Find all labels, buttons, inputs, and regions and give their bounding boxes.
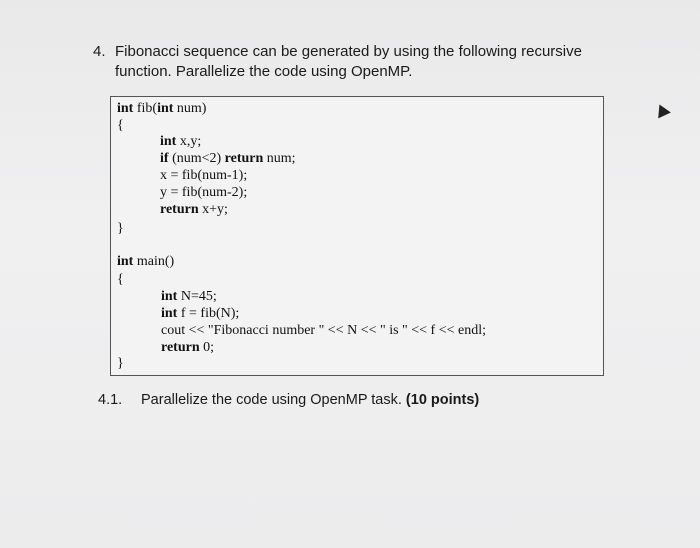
code-line-return-zero: return 0;	[161, 340, 215, 355]
code-line-declare-xy: int x,y;	[160, 134, 202, 149]
code-line-cout: cout << "Fibonacci number " << N << " is " << f << endl;	[161, 323, 486, 338]
code-block	[110, 96, 604, 376]
question-line-1: Fibonacci sequence can be generated by using the following recursive	[115, 43, 582, 60]
code-brace-open-main: {	[117, 272, 124, 287]
code-brace-close-fib: }	[117, 221, 124, 236]
code-line-if-return: if (num<2) return num;	[160, 151, 296, 166]
code-line-call-fib: int f = fib(N);	[161, 306, 240, 321]
code-line-return-sum: return x+y;	[160, 202, 228, 217]
code-line-declare-n: int N=45;	[161, 289, 217, 304]
code-line-y-assign: y = fib(num-2);	[160, 185, 248, 200]
question-title	[93, 42, 613, 82]
question-line-2: function. Parallelize the code using OpenMP.	[115, 63, 413, 80]
code-line-main-signature: int main()	[117, 254, 175, 269]
subquestion-text: Parallelize the code using OpenMP task.	[141, 392, 406, 408]
code-line-x-assign: x = fib(num-1);	[160, 168, 248, 183]
question-number: 4.	[93, 43, 106, 60]
code-line-fib-signature: int fib(int num)	[117, 101, 207, 116]
subquestion-label: 4.1.	[98, 392, 123, 408]
mouse-cursor-icon	[653, 102, 671, 119]
code-brace-open-fib: {	[117, 118, 124, 133]
subquestion	[98, 392, 479, 408]
subquestion-points: (10 points)	[405, 392, 480, 408]
code-brace-close-main: }	[117, 356, 124, 371]
